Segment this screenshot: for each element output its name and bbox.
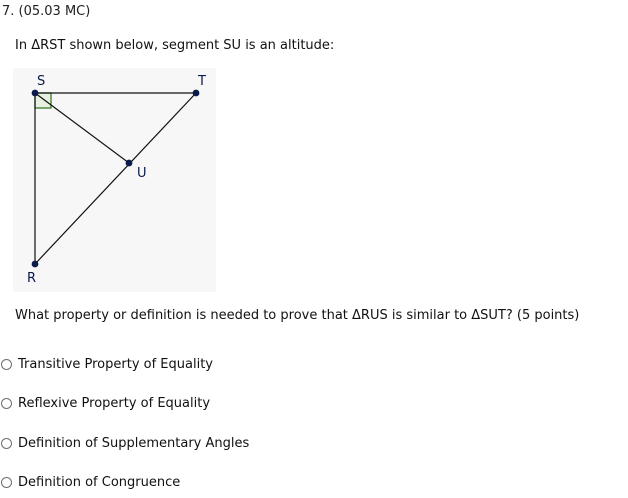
answer-option[interactable] — [0, 355, 213, 373]
point-t — [193, 90, 200, 97]
point-r — [32, 261, 39, 268]
triangle-figure — [13, 68, 216, 292]
answer-option[interactable] — [0, 394, 210, 412]
label-t: T — [198, 74, 206, 89]
label-u: U — [137, 166, 147, 181]
answer-option-label: Definition of Congruence — [18, 474, 181, 490]
answer-option-label: Definition of Supplementary Angles — [18, 435, 250, 451]
radio-button[interactable] — [1, 477, 12, 488]
label-r: R — [27, 271, 37, 286]
radio-button[interactable] — [1, 438, 12, 449]
altitude-su — [35, 93, 129, 163]
label-s: S — [37, 74, 46, 89]
triangle-diagram — [13, 68, 216, 292]
answer-option-label: Reflexive Property of Equality — [18, 395, 211, 411]
radio-button[interactable] — [1, 398, 12, 409]
answer-option-label: Transitive Property of Equality — [18, 356, 213, 372]
question-prompt: What property or definition is needed to prove that ΔRUS is similar to ΔSUT? (5 points) — [15, 308, 580, 323]
radio-button[interactable] — [1, 359, 12, 370]
segment-tr — [35, 93, 196, 264]
answer-option[interactable] — [0, 473, 180, 491]
question-intro: In ΔRST shown below, segment SU is an altitude: — [15, 38, 335, 53]
point-s — [32, 90, 39, 97]
point-u — [126, 160, 133, 167]
answer-option[interactable] — [0, 434, 249, 452]
question-number: 7. (05.03 MC) — [2, 4, 91, 19]
